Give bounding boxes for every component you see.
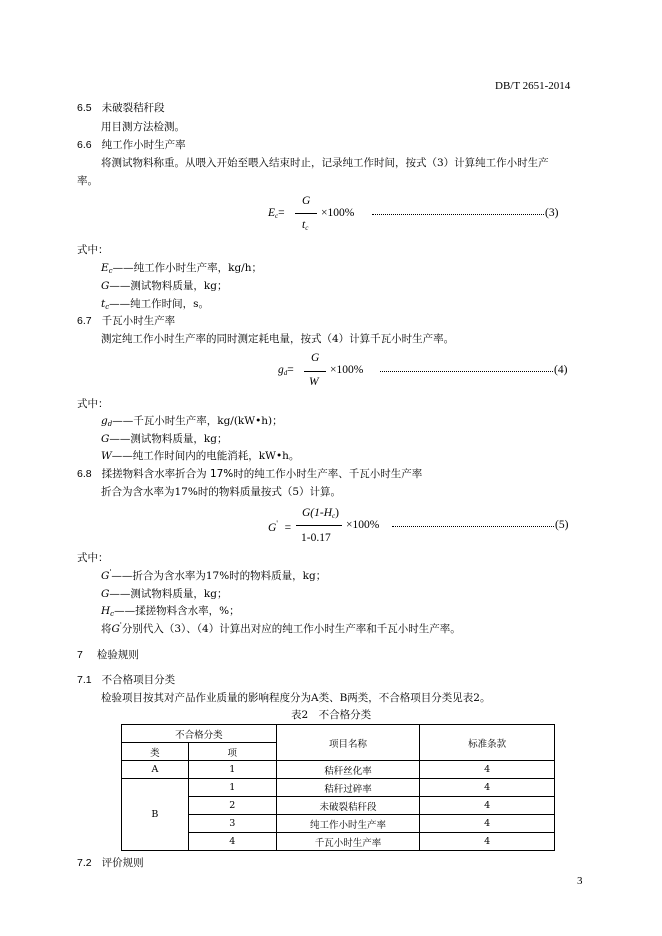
table-row <box>122 779 555 797</box>
where-label: 式中： <box>77 552 109 564</box>
section-heading-6-8: 6.8 揉搓物料含水率折合为 17%时的纯工作小时生产率、千瓦小时生产率 <box>77 468 423 480</box>
paragraph: 用目测方法检测。 <box>101 121 185 133</box>
definition-line: $t_c——$纯工作时间，s。 <box>101 298 210 311</box>
page-number: 3 <box>577 875 583 887</box>
definition-line: $E_c——$纯工作小时生产率，kg/h； <box>101 262 262 275</box>
section-heading-7: 7 检验规则 <box>77 649 139 661</box>
definition-line: G——测试物料质量，kg； <box>101 280 228 292</box>
document-code: DB/T 2651-2014 <box>495 80 571 92</box>
table-cell: 2 <box>188 797 276 815</box>
table-cell: 秸秆过碎率 <box>276 779 420 797</box>
table-row <box>122 761 555 779</box>
paragraph: 检验项目按其对产品作业质量的影响程度分为A类、B两类，不合格项目分类见表2。 <box>101 692 491 704</box>
table-cell: 4 <box>420 797 555 815</box>
table-cell: 纯工作小时生产率 <box>276 815 420 833</box>
paragraph: 将G'分别代入（3）、（4）计算出对应的纯工作小时生产率和千瓦小时生产率。 <box>101 621 461 635</box>
table-cell: B <box>122 779 189 851</box>
paragraph: 测定纯工作小时生产率的同时测定耗电量，按式（4）计算千瓦小时生产率。 <box>101 333 455 345</box>
definition-line: W——纯工作时间内的电能消耗，kW•h。 <box>101 450 300 462</box>
table-caption: 表2 不合格分类 <box>291 709 372 721</box>
section-heading-7-2: 7.2 评价规则 <box>77 857 144 869</box>
table-cell: 4 <box>420 815 555 833</box>
nonconformity-table <box>121 724 555 851</box>
table-cell: 1 <box>188 761 276 779</box>
table-cell: 1 <box>188 779 276 797</box>
table-header-cell: 标准条款 <box>420 725 555 761</box>
table-cell: 4 <box>420 761 555 779</box>
definition-line: $H_c——$揉搓物料含水率，%； <box>101 605 240 618</box>
table-cell: 未破裂秸秆段 <box>276 797 420 815</box>
paragraph-continuation: 率。 <box>77 175 98 187</box>
table-cell: 4 <box>420 779 555 797</box>
section-heading-6-5: 6.5 未破裂秸秆段 <box>77 102 165 114</box>
section-heading-6-7: 6.7 千瓦小时生产率 <box>77 315 176 327</box>
definition-line: G——测试物料质量，kg； <box>101 433 228 445</box>
section-heading-6-6: 6.6 纯工作小时生产率 <box>77 139 186 151</box>
where-label: 式中： <box>77 244 109 256</box>
table-cell: 3 <box>188 815 276 833</box>
paragraph: 将测试物料称重。从喂入开始至喂入结束时止，记录纯工作时间，按式（3）计算纯工作小时生产 <box>101 157 549 169</box>
table-cell: A <box>122 761 189 779</box>
section-heading-7-1: 7.1 不合格项目分类 <box>77 674 176 686</box>
table-header-cell: 项目名称 <box>276 725 420 761</box>
table-cell: 秸秆丝化率 <box>276 761 420 779</box>
where-label: 式中： <box>77 398 109 410</box>
definition-line: G——测试物料质量，kg； <box>101 588 228 600</box>
table-header-cell: 不合格分类 <box>122 725 277 743</box>
table-header-cell: 项 <box>188 743 276 761</box>
table-cell: 4 <box>188 833 276 851</box>
definition-line: G'——折合为含水率为17%时的物料质量，kg； <box>101 568 327 582</box>
table-cell: 4 <box>420 833 555 851</box>
paragraph: 折合为含水率为17%时的物料质量按式（5）计算。 <box>101 486 342 498</box>
table-cell: 千瓦小时生产率 <box>276 833 420 851</box>
definition-line: $g_d——$千瓦小时生产率，kg/(kW•h)； <box>101 415 283 428</box>
table-header-cell: 类 <box>122 743 189 761</box>
